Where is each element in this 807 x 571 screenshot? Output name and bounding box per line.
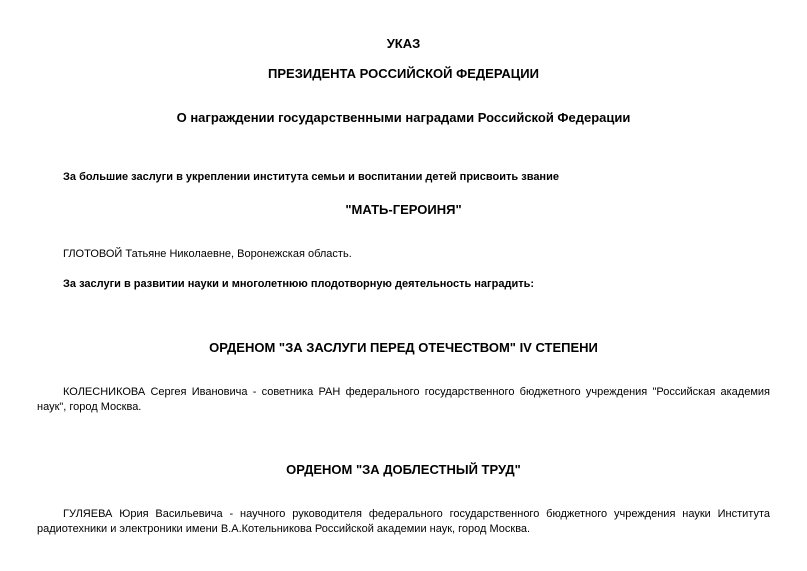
recipient-gulyaev: ГУЛЯЕВА Юрия Васильевича - научного руководителя федерального государственного бюджетного учреждения науки Института радиотехники и электроники имени В.А.Котельникова Российской академии наук, город Москва. bbox=[37, 508, 770, 535]
recipient-glotova: ГЛОТОВОЙ Татьяне Николаевне, Воронежская область. bbox=[63, 248, 352, 260]
award-title-mother-heroine: "МАТЬ-ГЕРОИНЯ" bbox=[345, 202, 462, 217]
recipient-kolesnikov: КОЛЕСНИКОВА Сергея Ивановича - советника РАН федерального государственного бюджетного учреждения "Российская академия наук", город Москва. bbox=[37, 386, 770, 413]
decree-text-science: За заслуги в развитии науки и многолетнюю плодотворную деятельность наградить: bbox=[63, 278, 535, 290]
document-title: УКАЗ bbox=[386, 36, 421, 51]
document-subject: О награждении государственными наградами Российской Федерации bbox=[176, 110, 631, 125]
award-title-order-merit: ОРДЕНОМ "ЗА ЗАСЛУГИ ПЕРЕД ОТЕЧЕСТВОМ" IV СТЕПЕНИ bbox=[209, 340, 598, 355]
decree-text-mother-heroine: За большие заслуги в укреплении института семьи и воспитании детей присвоить звание bbox=[63, 171, 559, 183]
document-issuer: ПРЕЗИДЕНТА РОССИЙСКОЙ ФЕДЕРАЦИИ bbox=[268, 66, 539, 81]
award-title-order-labor: ОРДЕНОМ "ЗА ДОБЛЕСТНЫЙ ТРУД" bbox=[286, 462, 521, 477]
